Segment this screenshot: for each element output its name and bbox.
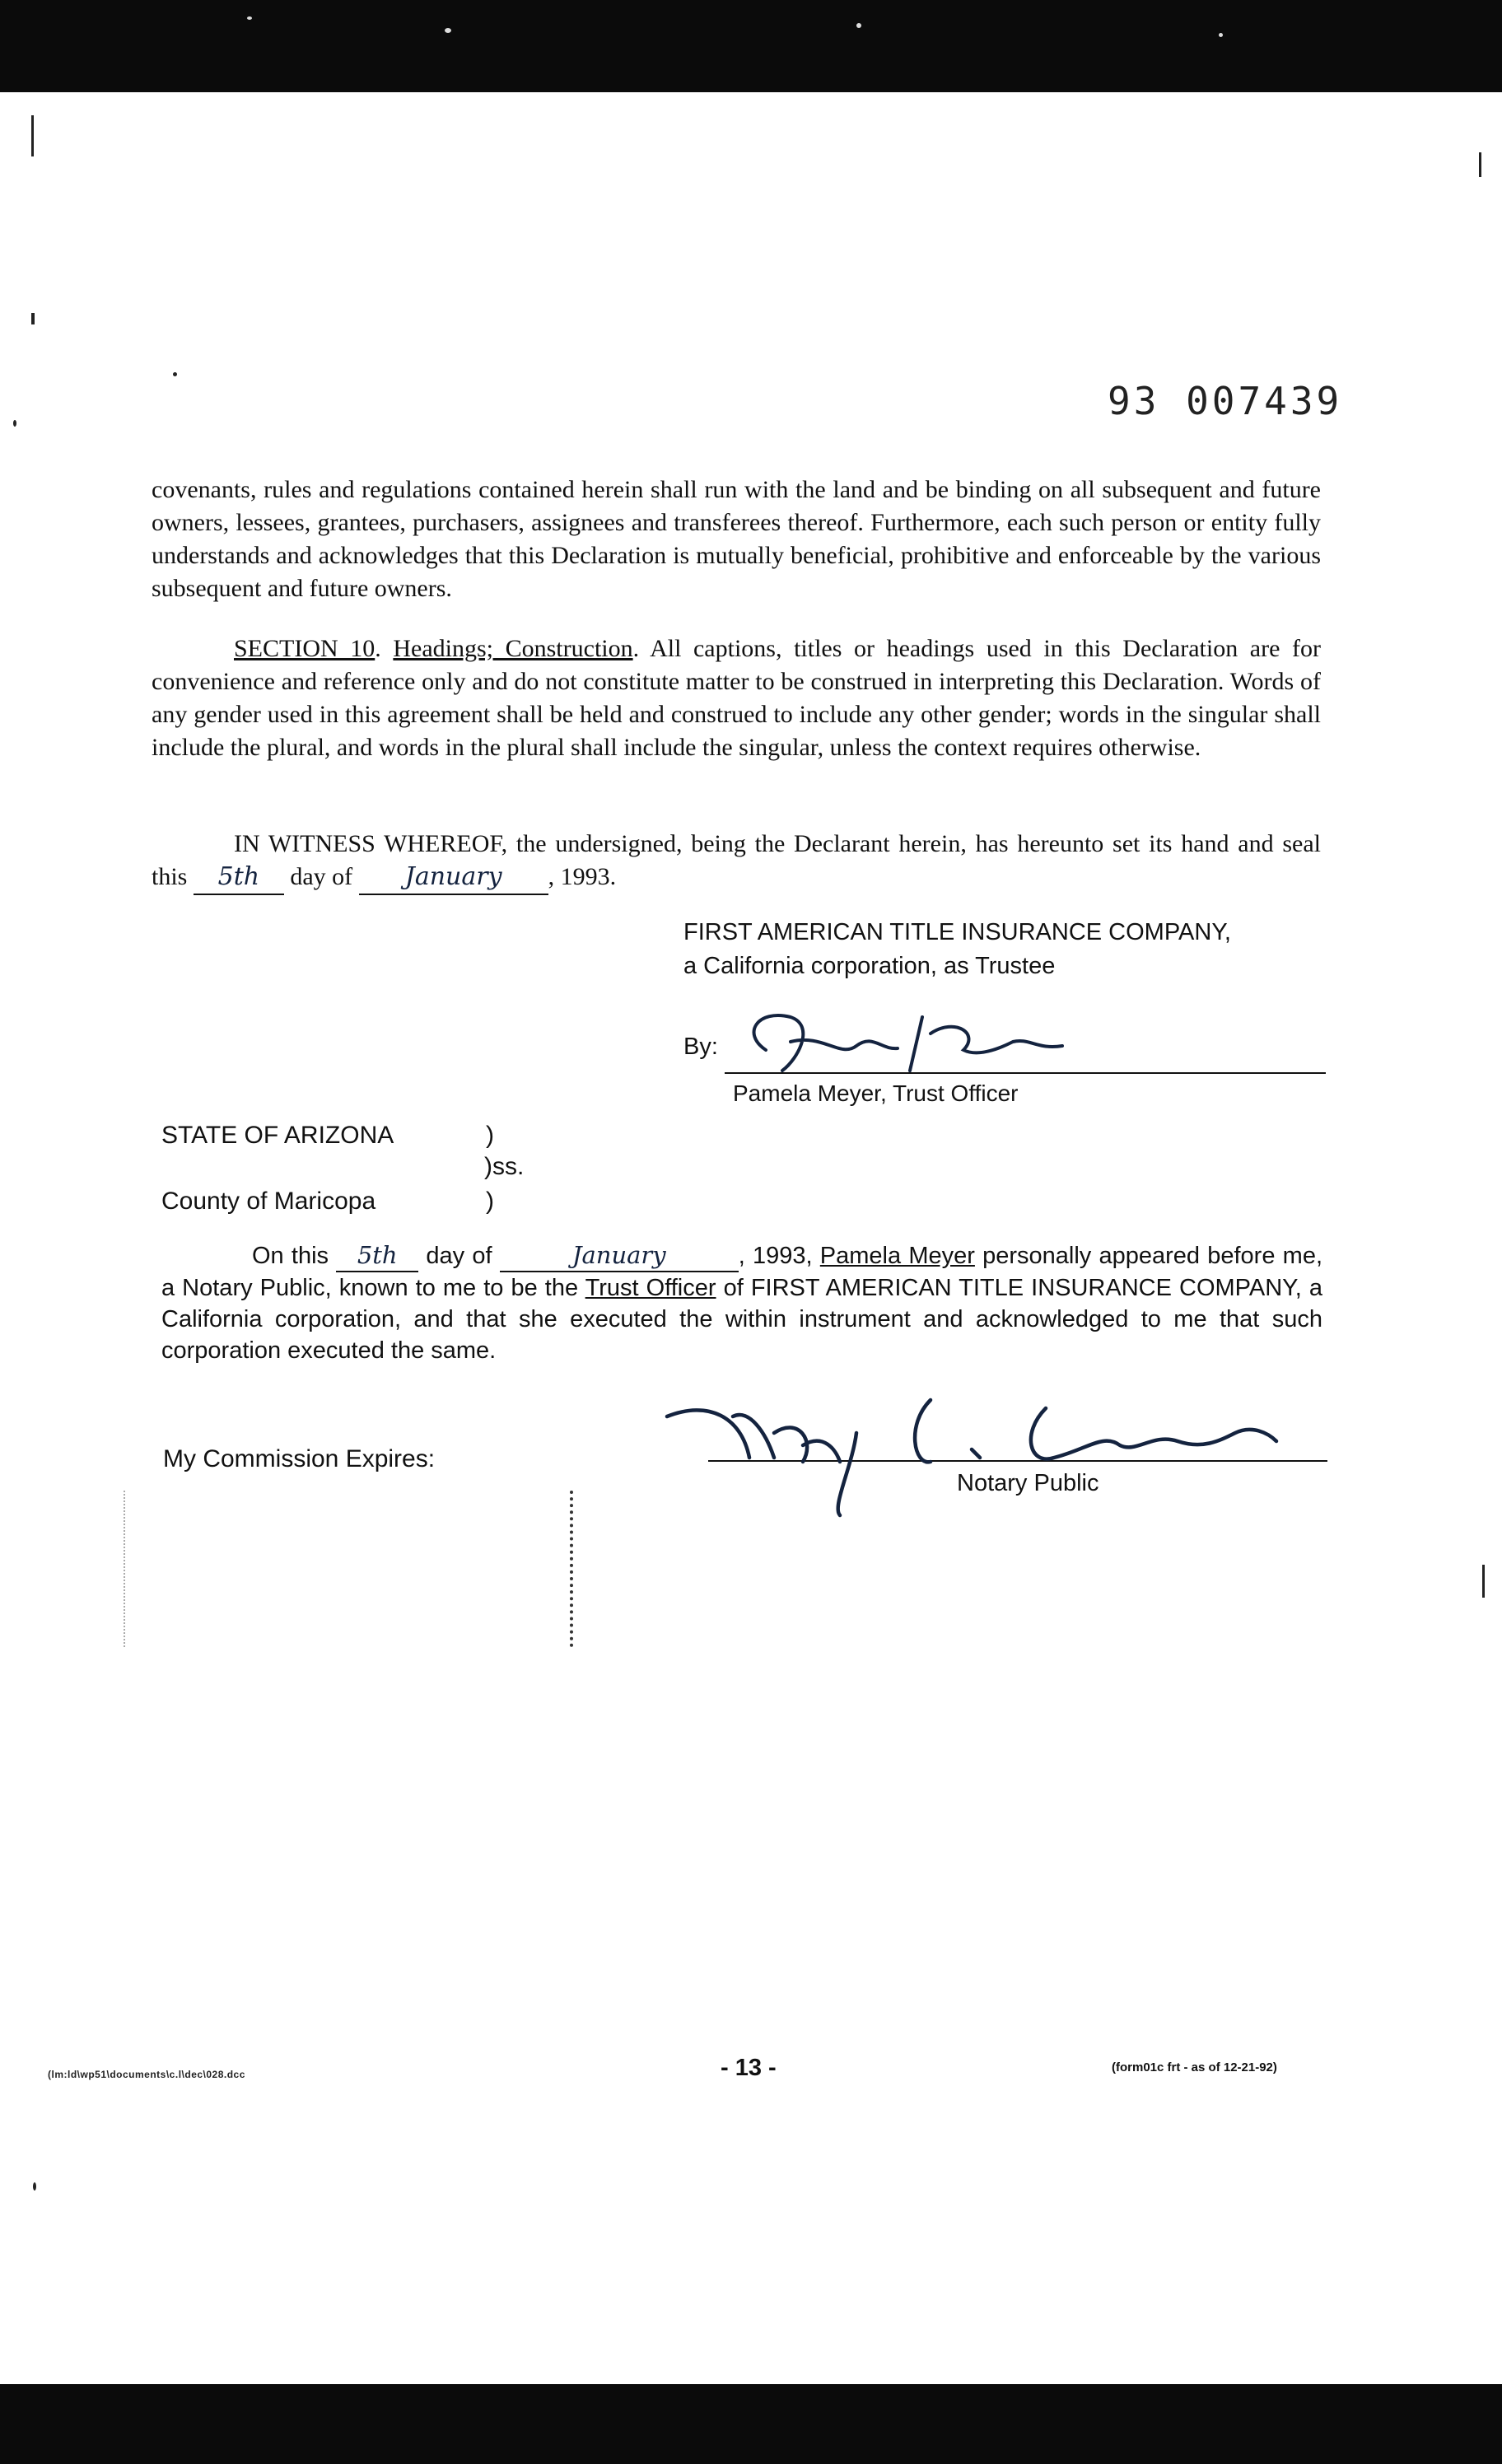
handwritten-notary-month: January [500, 1239, 739, 1272]
section-10-paragraph: SECTION 10. Headings; Construction. All captions, titles or headings used in this Declaration are for convenience and reference only and do not constitute matter to be construed in interpreting this Declaration. Words of any gender used in this agreement shall be held and construed to include any other gender; words in the singular shall include the plural, and words in the plural shall include the singular, unless the context requires otherwise. [152, 635, 1321, 761]
scan-speck [247, 16, 252, 20]
trustee-signature [733, 1001, 1079, 1083]
scan-mark [31, 313, 35, 324]
scan-top-band [0, 0, 1502, 92]
notary-text-1: personally appeared before me, a Notary Public, known to me to be the [161, 1243, 1323, 1301]
scan-speck [445, 28, 451, 33]
section-title: Headings; Construction [393, 635, 633, 662]
appearing-person: Pamela Meyer [819, 1243, 975, 1269]
scan-bottom-band [0, 2384, 1502, 2464]
notary-on-this: On this [252, 1243, 329, 1269]
company-name: FIRST AMERICAN TITLE INSURANCE COMPANY, [683, 919, 1231, 945]
recording-number: 93 007439 [1108, 379, 1343, 423]
notary-seal-area [124, 1491, 573, 1647]
page-number: - 13 - [721, 2055, 777, 2081]
scan-speck [856, 23, 861, 28]
scan-mark [31, 115, 34, 156]
handwritten-notary-day: 5th [336, 1239, 418, 1272]
company-description: a California corporation, as Trustee [683, 953, 1056, 979]
signer-name-title: Pamela Meyer, Trust Officer [733, 1080, 1019, 1106]
witness-day-of: day of [290, 863, 353, 890]
appearing-title: Trust Officer [585, 1275, 716, 1301]
notary-public-label: Notary Public [957, 1470, 1099, 1496]
scan-speck [173, 372, 177, 376]
section-text: All captions, titles or headings used in this Declaration are for convenience and reference only and do not constitute matter to be construed in interpreting this Declaration. Words of any gender used in this agreement shall be held and construed to include any other gender; words in the singular shall include the plural, and words in the plural shall include the singular, unless the context requires otherwise. [152, 635, 1321, 761]
form-version-footer: (form01c frt - as of 12-21-92) [1112, 2060, 1277, 2074]
covenants-text: covenants, rules and regulations contained herein shall run with the land and be binding on all subsequent and future owners, lessees, grantees, purchasers, assignees and transferees thereof. Furthermore, each such person or entity fully understands and acknowledges that this Declaration is mutually beneficial, prohibitive and enforceable by the various subsequent and future owners. [152, 476, 1321, 602]
scan-mark [1482, 1565, 1485, 1598]
witness-text: IN WITNESS WHEREOF, the undersigned, being the Declarant herein, has hereunto set its hand and seal this [152, 830, 1321, 890]
notary-signature [659, 1384, 1285, 1524]
notary-acknowledgment [161, 1239, 1322, 1366]
scan-speck [13, 420, 16, 427]
by-label: By: [683, 1034, 718, 1060]
witness-paragraph [152, 828, 1321, 895]
scan-mark [1479, 152, 1481, 177]
venue-ss: )ss. [484, 1153, 525, 1180]
scan-speck [1219, 33, 1223, 37]
venue-state: STATE OF ARIZONA [161, 1122, 394, 1149]
handwritten-month: January [359, 861, 548, 895]
venue-paren: ) [486, 1188, 494, 1215]
section-label: SECTION 10 [234, 635, 376, 662]
handwritten-day: 5th [194, 861, 284, 895]
commission-expires-label: My Commission Expires: [163, 1445, 436, 1472]
company-block [683, 916, 1231, 983]
venue-paren: ) [486, 1122, 494, 1149]
witness-year: , 1993. [548, 863, 617, 890]
venue-county: County of Maricopa [161, 1188, 376, 1215]
covenants-paragraph [152, 474, 1321, 605]
scan-speck [33, 2182, 36, 2191]
file-path-footer: (lm:ld\wp51\documents\c.l\dec\028.dcc [48, 2069, 245, 2080]
notary-year: , 1993, [738, 1243, 813, 1269]
notary-day-of: day of [426, 1243, 492, 1269]
notary-text-2: of FIRST AMERICAN TITLE INSURANCE COMPANY, a California corporation, and that she executed the within instrument and acknowledged to me that such corporation executed the same. [161, 1275, 1322, 1364]
